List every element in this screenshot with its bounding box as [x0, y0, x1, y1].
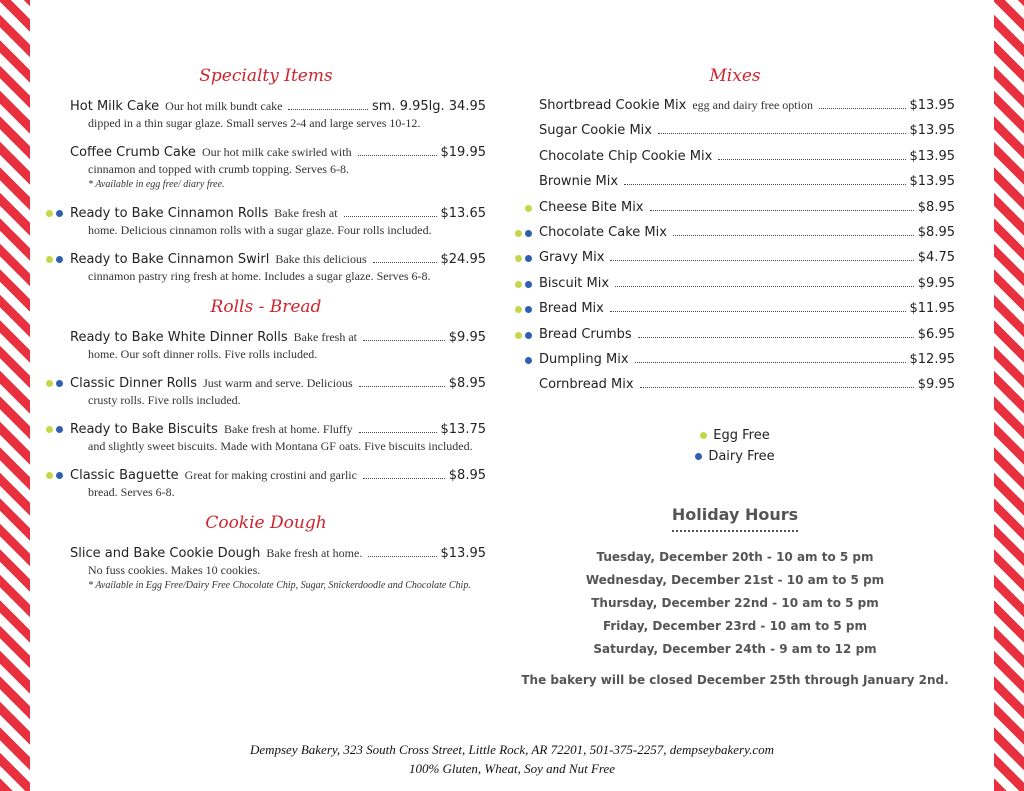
footer: [0, 740, 1024, 778]
egg-free-dot-icon: [525, 205, 532, 212]
egg-free-dot-icon: [515, 306, 522, 313]
item-price: $8.95: [917, 224, 955, 240]
allergen-dots: [46, 256, 68, 264]
dot-leader: [368, 556, 436, 557]
mix-item: [515, 98, 955, 123]
allergen-dots: [515, 230, 537, 238]
item-price: $13.95: [440, 546, 486, 561]
menu-item: [46, 329, 486, 362]
dairy-free-dot-icon: [56, 210, 63, 217]
allergen-dots: [46, 426, 68, 434]
left-candy-stripe-border: [0, 0, 30, 791]
item-price: $13.95: [909, 148, 955, 164]
mix-item: [515, 225, 955, 250]
hours-line: Friday, December 23rd - 10 am to 5 pm: [602, 618, 868, 633]
item-price: $12.95: [909, 351, 955, 367]
hours-line: Tuesday, December 20th - 10 am to 5 pm: [596, 549, 874, 564]
section-title-rolls: Rolls - Bread: [210, 297, 322, 317]
menu-item: [46, 375, 486, 408]
dot-leader: [344, 216, 437, 217]
dairy-free-dot-icon: [56, 472, 63, 479]
closed-notice: The bakery will be closed December 25th through January 2nd.: [521, 672, 949, 687]
mix-item: [515, 200, 955, 225]
dairy-free-dot-icon: [56, 256, 63, 263]
egg-free-dot-icon: [46, 380, 53, 387]
mix-item: [515, 149, 955, 174]
item-name: Coffee Crumb Cake: [70, 145, 196, 160]
item-name: Gravy Mix: [539, 250, 605, 266]
item-desc-inline: Bake fresh at: [274, 206, 338, 220]
dot-leader: [610, 311, 906, 312]
item-price: $24.95: [440, 252, 486, 267]
item-desc-inline: Bake this delicious: [275, 252, 367, 266]
item-name: Biscuit Mix: [539, 275, 610, 291]
item-desc-inline: Just warm and serve. Delicious: [203, 376, 353, 390]
allergen-dots: [46, 380, 68, 388]
legend-dairy-free-label: Dairy Free: [708, 448, 775, 464]
item-name: Brownie Mix: [539, 174, 619, 190]
dot-leader: [718, 159, 905, 160]
left-column: [46, 60, 486, 606]
item-description: crusty rolls. Five rolls included.: [88, 393, 241, 407]
dairy-free-dot-icon: [525, 357, 532, 364]
footer-tagline: 100% Gluten, Wheat, Soy and Nut Free: [408, 761, 616, 776]
menu-item: [46, 144, 486, 192]
item-desc-inline: Bake fresh at home. Fluffy: [223, 422, 353, 436]
item-name: Bread Mix: [539, 301, 604, 317]
item-description: and slightly sweet biscuits. Made with Montana GF oats. Five biscuits included.: [88, 439, 473, 453]
dot-leader: [658, 133, 906, 134]
dairy-free-dot-icon: [525, 230, 532, 237]
item-price: $9.95: [917, 275, 955, 291]
item-note: * Available in Egg Free/Dairy Free Chocolate Chip, Sugar, Snickerdoodle and Chocolate Chip.: [88, 580, 471, 591]
dot-leader: [359, 386, 445, 387]
item-price: $13.95: [909, 98, 955, 113]
dot-leader: [650, 210, 914, 211]
allergen-legend: [515, 425, 955, 467]
item-desc-inline: Great for making crostini and garlic: [184, 468, 357, 482]
item-name: Shortbread Cookie Mix: [539, 98, 687, 113]
item-desc-inline: Bake fresh at: [293, 330, 357, 344]
egg-free-dot-icon: [46, 210, 53, 217]
dot-leader: [615, 286, 914, 287]
dairy-free-dot-icon: [56, 426, 63, 433]
item-desc-inline: Bake fresh at home.: [266, 546, 363, 560]
item-price: $6.95: [917, 326, 955, 342]
egg-free-dot-icon: [46, 426, 53, 433]
item-price: sm. 9.95lg. 34.95: [372, 99, 486, 114]
item-name: Chocolate Cake Mix: [539, 224, 667, 240]
item-name: Ready to Bake Biscuits: [70, 422, 218, 437]
item-desc-inline: Our hot milk cake swirled with: [201, 145, 352, 159]
legend-egg-free: [515, 425, 955, 446]
item-price: $19.95: [440, 145, 486, 160]
item-name: Bread Crumbs: [539, 326, 632, 342]
egg-free-dot-icon: [515, 281, 522, 288]
allergen-dots: [515, 255, 537, 263]
item-name: Slice and Bake Cookie Dough: [70, 546, 261, 561]
section-title-mixes: Mixes: [709, 66, 761, 86]
dot-leader: [819, 108, 906, 109]
mix-item: [515, 276, 955, 301]
mix-item: [515, 377, 955, 402]
item-price: $4.75: [917, 250, 955, 266]
item-name: Chocolate Chip Cookie Mix: [539, 148, 713, 164]
dot-leader: [673, 235, 914, 236]
dairy-free-dot-icon: [525, 281, 532, 288]
allergen-dots: [515, 281, 537, 289]
mixes-list: [515, 98, 955, 403]
legend-egg-free-label: Egg Free: [713, 427, 770, 443]
mix-item: [515, 301, 955, 326]
egg-free-dot-icon: [515, 230, 522, 237]
egg-free-dot-icon: [700, 432, 707, 439]
item-name: Ready to Bake White Dinner Rolls: [70, 330, 288, 345]
item-price: $9.95: [917, 377, 955, 393]
dot-leader: [363, 478, 445, 479]
item-price: $8.95: [448, 468, 486, 483]
dot-leader: [640, 387, 914, 388]
item-description: No fuss cookies. Makes 10 cookies.: [88, 563, 261, 577]
holiday-hours: [515, 505, 955, 687]
item-name: Ready to Bake Cinnamon Swirl: [70, 252, 270, 267]
item-description: home. Delicious cinnamon rolls with a sugar glaze. Four rolls included.: [88, 223, 432, 237]
menu-item: [46, 421, 486, 454]
egg-free-dot-icon: [515, 255, 522, 262]
item-name: Cornbread Mix: [539, 377, 634, 393]
allergen-dots: [515, 306, 537, 314]
item-note: * Available in egg free/ diary free.: [88, 179, 225, 190]
dot-leader: [373, 262, 437, 263]
dairy-free-dot-icon: [525, 306, 532, 313]
right-column: [515, 60, 955, 687]
item-name: Ready to Bake Cinnamon Rolls: [70, 206, 269, 221]
item-description: bread. Serves 6-8.: [88, 485, 175, 499]
dairy-free-dot-icon: [56, 380, 63, 387]
hours-line: Saturday, December 24th - 9 am to 12 pm: [593, 641, 877, 656]
egg-free-dot-icon: [46, 256, 53, 263]
item-desc-inline: Our hot milk bundt cake: [165, 99, 283, 113]
right-candy-stripe-border: [994, 0, 1024, 791]
dot-leader: [359, 432, 437, 433]
dot-leader: [635, 362, 906, 363]
item-name: Sugar Cookie Mix: [539, 123, 652, 139]
holiday-hours-title: Holiday Hours: [672, 505, 798, 532]
item-name: Hot Milk Cake: [70, 99, 160, 114]
item-description: home. Our soft dinner rolls. Five rolls included.: [88, 347, 318, 361]
hours-line: Thursday, December 22nd - 10 am to 5 pm: [591, 595, 879, 610]
menu-item: [46, 251, 486, 284]
item-name: Classic Baguette: [70, 468, 179, 483]
dairy-free-dot-icon: [525, 255, 532, 262]
mix-item: [515, 352, 955, 377]
mix-item: [515, 174, 955, 199]
menu-item: [46, 205, 486, 238]
dairy-free-dot-icon: [695, 453, 702, 460]
item-description: cinnamon and topped with crumb topping. Serves 6-8.: [88, 162, 349, 176]
menu-item: [46, 545, 486, 593]
item-price: $11.95: [909, 301, 955, 317]
mix-item: [515, 327, 955, 352]
allergen-dots: [46, 472, 68, 480]
dot-leader: [624, 184, 905, 185]
egg-free-dot-icon: [46, 472, 53, 479]
dot-leader: [638, 337, 914, 338]
allergen-dots: [515, 205, 537, 213]
mix-item: [515, 250, 955, 275]
allergen-dots: [515, 332, 537, 340]
allergen-dots: [515, 357, 537, 365]
item-name: Dumpling Mix: [539, 351, 629, 367]
dot-leader: [288, 109, 368, 110]
item-description: dipped in a thin sugar glaze. Small serves 2-4 and large serves 10-12.: [88, 116, 421, 130]
dot-leader: [610, 260, 913, 261]
dot-leader: [358, 155, 437, 156]
item-name: Cheese Bite Mix: [539, 199, 644, 215]
dot-leader: [363, 340, 445, 341]
egg-free-dot-icon: [515, 332, 522, 339]
hours-line: Wednesday, December 21st - 10 am to 5 pm: [585, 572, 885, 587]
item-desc-inline: egg and dairy free option: [692, 98, 813, 112]
item-name: Classic Dinner Rolls: [70, 376, 198, 391]
legend-dairy-free: [515, 446, 955, 467]
item-price: $9.95: [448, 330, 486, 345]
dairy-free-dot-icon: [525, 332, 532, 339]
allergen-dots: [46, 210, 68, 218]
section-title-specialty: Specialty Items: [199, 66, 333, 86]
mix-item: [515, 123, 955, 148]
footer-address: Dempsey Bakery, 323 South Cross Street, Little Rock, AR 72201, 501-375-2257, dempseybakery.com: [249, 742, 775, 757]
item-description: cinnamon pastry ring fresh at home. Includes a sugar glaze. Serves 6-8.: [88, 269, 431, 283]
item-price: $13.65: [440, 206, 486, 221]
menu-item: [46, 98, 486, 131]
item-price: $13.95: [909, 123, 955, 139]
section-title-cookie-dough: Cookie Dough: [205, 513, 327, 533]
item-price: $13.75: [440, 422, 486, 437]
item-price: $13.95: [909, 174, 955, 190]
item-price: $8.95: [917, 199, 955, 215]
menu-item: [46, 467, 486, 500]
item-price: $8.95: [448, 376, 486, 391]
